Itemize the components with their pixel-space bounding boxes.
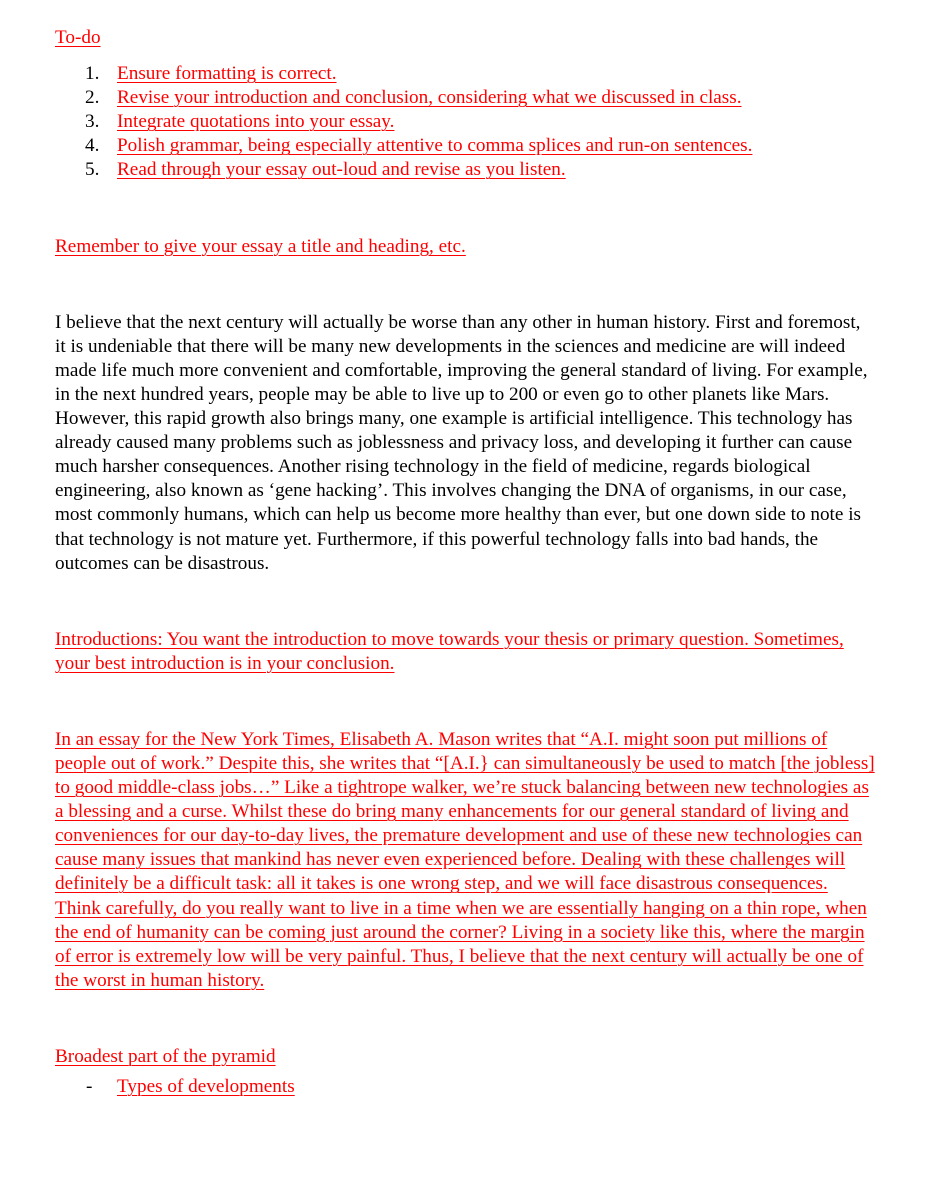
todo-item-text: Ensure formatting is correct. (117, 63, 337, 85)
list-item-text: Types of developments (117, 1076, 295, 1097)
list-item (86, 1075, 875, 1099)
conclusion-paragraph-text: In an essay for the New York Times, Elisabeth A. Mason writes that “A.I. might soon put millions of people out of work.” Despite this, she writes that “[A.I.} can simultaneously be used to match [the jobless] to good middle-class jobs…” Like a tightrope walker, we’re stuck balancing between new technologies as a blessing and a curse. Whilst these do bring many enhancements for our general standard of living and conveniences for our day-to-day lives, the premature development and use of these new technologies can cause many issues that mankind has never even experienced before. Dealing with these challenges will definitely be a difficult task: all it takes is one wrong step, and we will face disastrous consequences. Think carefully, do you really want to live in a time when we are essentially hanging on a thin rope, when the end of humanity can be coming just around the corner? Living in a society like this, where the margin of error is extremely low will be very painful. Thus, I believe that the next century will actually be one of the worst in human history. (55, 728, 875, 991)
todo-item-text: Revise your introduction and conclusion, considering what we discussed in class. (117, 87, 742, 109)
list-number: 1. (85, 63, 100, 85)
todo-heading: To-do (55, 27, 101, 48)
todo-item (85, 86, 875, 110)
todo-item-text: Polish grammar, being especially attentive to comma splices and run-on sentences. (117, 135, 753, 157)
introduction-note-text: Introductions: You want the introduction to move towards your thesis or primary question. Sometimes, your best introduction is in your conclusion. (55, 628, 844, 674)
todo-item (85, 110, 875, 134)
list-number: 5. (85, 159, 100, 181)
list-number: 3. (85, 111, 100, 133)
conclusion-paragraph (55, 728, 875, 993)
reminder-note (55, 235, 875, 259)
todo-item (85, 62, 875, 86)
introduction-note (55, 628, 875, 676)
list-bullet: - (86, 1076, 93, 1097)
todo-item (85, 158, 875, 182)
reminder-text: Remember to give your essay a title and heading, etc. (55, 235, 466, 257)
list-number: 2. (85, 87, 100, 109)
list-number: 4. (85, 135, 100, 157)
document-page (55, 26, 875, 1099)
pyramid-heading (55, 1045, 875, 1069)
essay-paragraph: I believe that the next century will actually be worse than any other in human history. First and foremost, it is undeniable that there will be many new developments in the sciences and medicine are will indeed made life much more convenient and comfortable, improving the general standard of living. For example, in the next hundred years, people may be able to live up to 200 or even go to other planets like Mars. However, this rapid growth also brings many, one example is artificial intelligence. This technology has already caused many problems such as joblessness and privacy loss, and developing it further can cause much harsher consequences. Another rising technology in the field of medicine, regards biological engineering, also known as ‘gene hacking’. This involves changing the DNA of organisms, in our case, most commonly humans, which can help us become more healthy than ever, but one down side to note is that technology is not mature yet. Furthermore, if this powerful technology falls into bad hands, the outcomes can be disastrous. (55, 311, 868, 574)
todo-item-text: Read through your essay out-loud and revise as you listen. (117, 159, 566, 181)
todo-list (55, 62, 875, 182)
todo-item (85, 134, 875, 158)
todo-item-text: Integrate quotations into your essay. (117, 111, 395, 133)
pyramid-heading-text: Broadest part of the pyramid (55, 1045, 276, 1067)
pyramid-list (55, 1075, 875, 1099)
